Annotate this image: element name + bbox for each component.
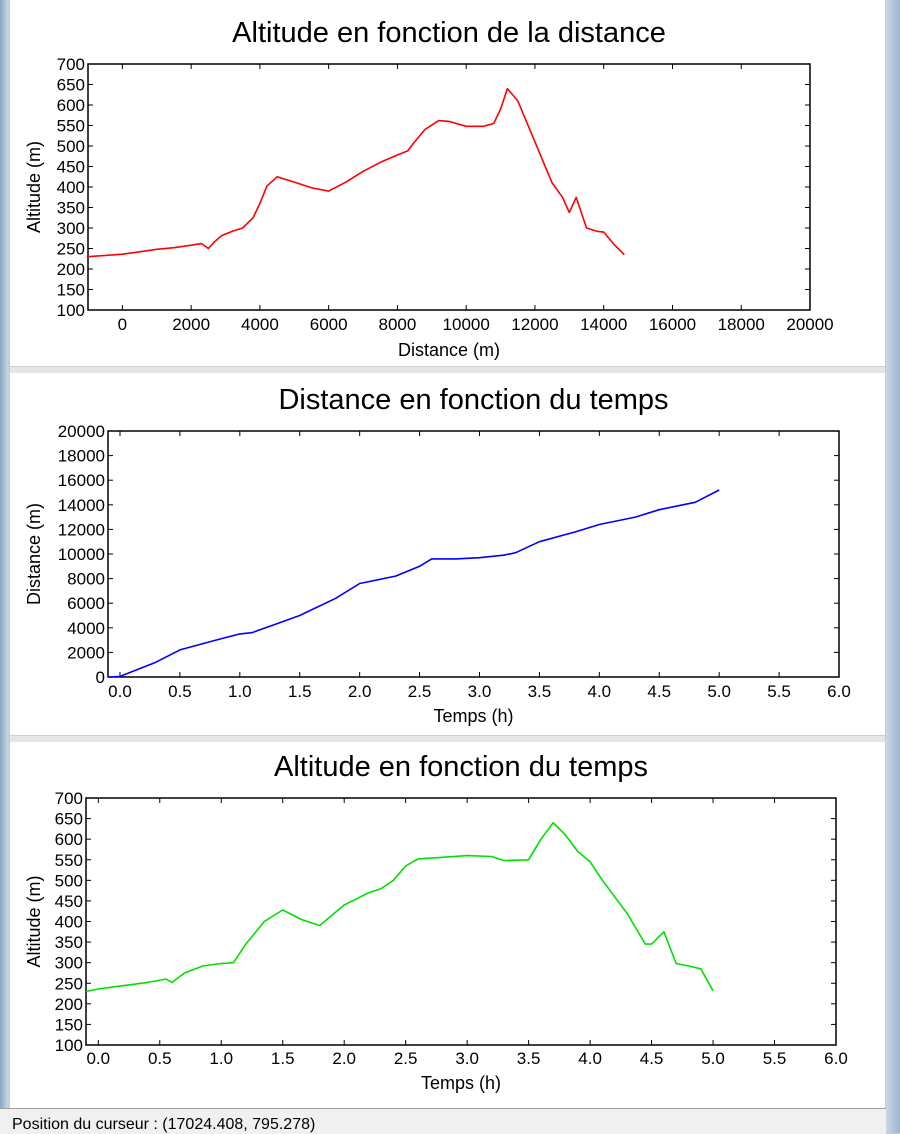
- y-tick-label: 20000: [57, 422, 105, 441]
- y-tick-label: 400: [56, 178, 85, 197]
- x-tick-label: 4.5: [647, 682, 672, 701]
- x-axis-label: Temps (h): [433, 706, 514, 726]
- x-tick-label: 1.0: [227, 682, 252, 701]
- x-tick-label: 0.5: [168, 682, 192, 701]
- y-tick-label: 650: [56, 75, 85, 95]
- y-tick-label: 500: [56, 137, 85, 156]
- plot-frame: [86, 798, 836, 1045]
- y-tick-label: 600: [54, 830, 83, 850]
- x-tick-label: 8000: [378, 315, 417, 334]
- y-tick-label: 300: [54, 953, 83, 973]
- x-tick-label: 0.0: [108, 682, 132, 701]
- y-tick-label: 500: [54, 871, 83, 891]
- y-tick-label: 10000: [57, 545, 105, 564]
- x-tick-label: 3.5: [527, 682, 552, 701]
- x-tick-label: 3.0: [455, 1049, 479, 1068]
- x-tick-label: 0.0: [86, 1049, 111, 1068]
- status-bar: [0, 1108, 886, 1134]
- x-axis-label: Temps (h): [420, 1073, 502, 1093]
- x-tick-label: 5.5: [762, 1049, 787, 1068]
- x-tick-label: 6.0: [827, 682, 851, 701]
- x-tick-label: 12000: [511, 315, 559, 334]
- y-tick-label: 550: [54, 850, 83, 870]
- y-tick-label: 450: [56, 157, 85, 177]
- x-tick-label: 3.0: [467, 682, 492, 701]
- x-tick-label: 16000: [648, 315, 697, 334]
- chart-title: Distance en fonction du temps: [278, 384, 669, 416]
- y-tick-label: 350: [54, 933, 83, 953]
- x-tick-label: 1.5: [287, 682, 312, 701]
- y-tick-label: 150: [56, 280, 85, 300]
- y-tick-label: 18000: [57, 446, 105, 466]
- x-tick-label: 4.0: [578, 1049, 602, 1068]
- y-tick-label: 550: [56, 116, 85, 136]
- x-tick-label: 14000: [580, 315, 628, 334]
- x-tick-label: 2.0: [332, 1049, 357, 1068]
- x-tick-label: 2.5: [407, 682, 432, 701]
- y-tick-label: 16000: [57, 471, 105, 491]
- x-tick-label: 2.5: [393, 1049, 418, 1068]
- data-series-line: [86, 823, 713, 992]
- chart-panel-1: [10, 0, 885, 366]
- x-tick-label: 5.0: [701, 1049, 725, 1068]
- y-axis-label: Distance (m): [24, 502, 44, 606]
- chart-panel-3: [10, 742, 885, 1108]
- chart-altitude-time: [10, 742, 885, 1108]
- x-tick-label: 4.5: [639, 1049, 664, 1068]
- y-tick-label: 350: [56, 198, 85, 218]
- y-tick-label: 400: [54, 912, 83, 932]
- x-tick-label: 6000: [309, 315, 348, 334]
- x-tick-label: 4000: [240, 315, 279, 334]
- x-tick-label: 3.5: [516, 1049, 541, 1068]
- x-tick-label: 2.0: [347, 682, 372, 701]
- x-axis-label: Distance (m): [397, 340, 501, 360]
- y-tick-label: 100: [56, 301, 85, 320]
- y-axis-label: Altitude (m): [24, 875, 44, 968]
- x-tick-label: 1.5: [270, 1049, 295, 1068]
- y-tick-label: 0: [95, 668, 105, 687]
- x-tick-label: 4.0: [587, 682, 612, 701]
- chart-distance-time: [10, 373, 885, 735]
- x-tick-label: 0.5: [147, 1049, 172, 1068]
- y-tick-label: 100: [54, 1036, 83, 1055]
- y-tick-label: 300: [56, 219, 85, 238]
- x-tick-label: 5.0: [707, 682, 731, 701]
- y-axis-label: Altitude (m): [24, 140, 44, 234]
- data-series-line: [88, 89, 624, 257]
- y-tick-label: 14000: [57, 495, 105, 515]
- chart-title: Altitude en fonction du temps: [273, 751, 649, 783]
- chart-altitude-distance: [10, 0, 885, 366]
- x-tick-label: 10000: [442, 315, 490, 334]
- y-tick-label: 12000: [57, 520, 105, 540]
- y-tick-label: 150: [54, 1015, 83, 1035]
- y-tick-label: 250: [54, 974, 83, 994]
- window-left-border: [0, 0, 8, 1133]
- y-tick-label: 250: [56, 239, 85, 259]
- chart-title: Altitude en fonction de la distance: [232, 17, 666, 49]
- window-right-border: [886, 0, 900, 1133]
- x-tick-label: 20000: [786, 315, 834, 334]
- y-tick-label: 8000: [67, 569, 105, 589]
- y-tick-label: 600: [56, 96, 85, 115]
- y-tick-label: 650: [54, 809, 83, 829]
- y-tick-label: 700: [54, 789, 83, 808]
- y-tick-label: 6000: [67, 594, 105, 614]
- chart-panel-2: [10, 373, 885, 735]
- x-tick-label: 18000: [717, 315, 765, 334]
- x-tick-label: 5.5: [767, 682, 791, 701]
- y-tick-label: 200: [56, 260, 85, 279]
- y-tick-label: 450: [54, 891, 83, 911]
- x-tick-label: 1.0: [209, 1049, 234, 1068]
- x-tick-label: 0: [117, 315, 128, 334]
- x-tick-label: 6.0: [824, 1049, 848, 1068]
- x-tick-label: 2000: [172, 315, 211, 334]
- cursor-position-text: Position du curseur : (17024.408, 795.278): [12, 1116, 316, 1133]
- y-tick-label: 4000: [67, 618, 105, 638]
- data-series-line: [108, 490, 719, 677]
- y-tick-label: 2000: [67, 643, 105, 663]
- y-tick-label: 200: [54, 994, 83, 1014]
- y-tick-label: 700: [56, 55, 85, 74]
- plot-frame: [88, 64, 810, 310]
